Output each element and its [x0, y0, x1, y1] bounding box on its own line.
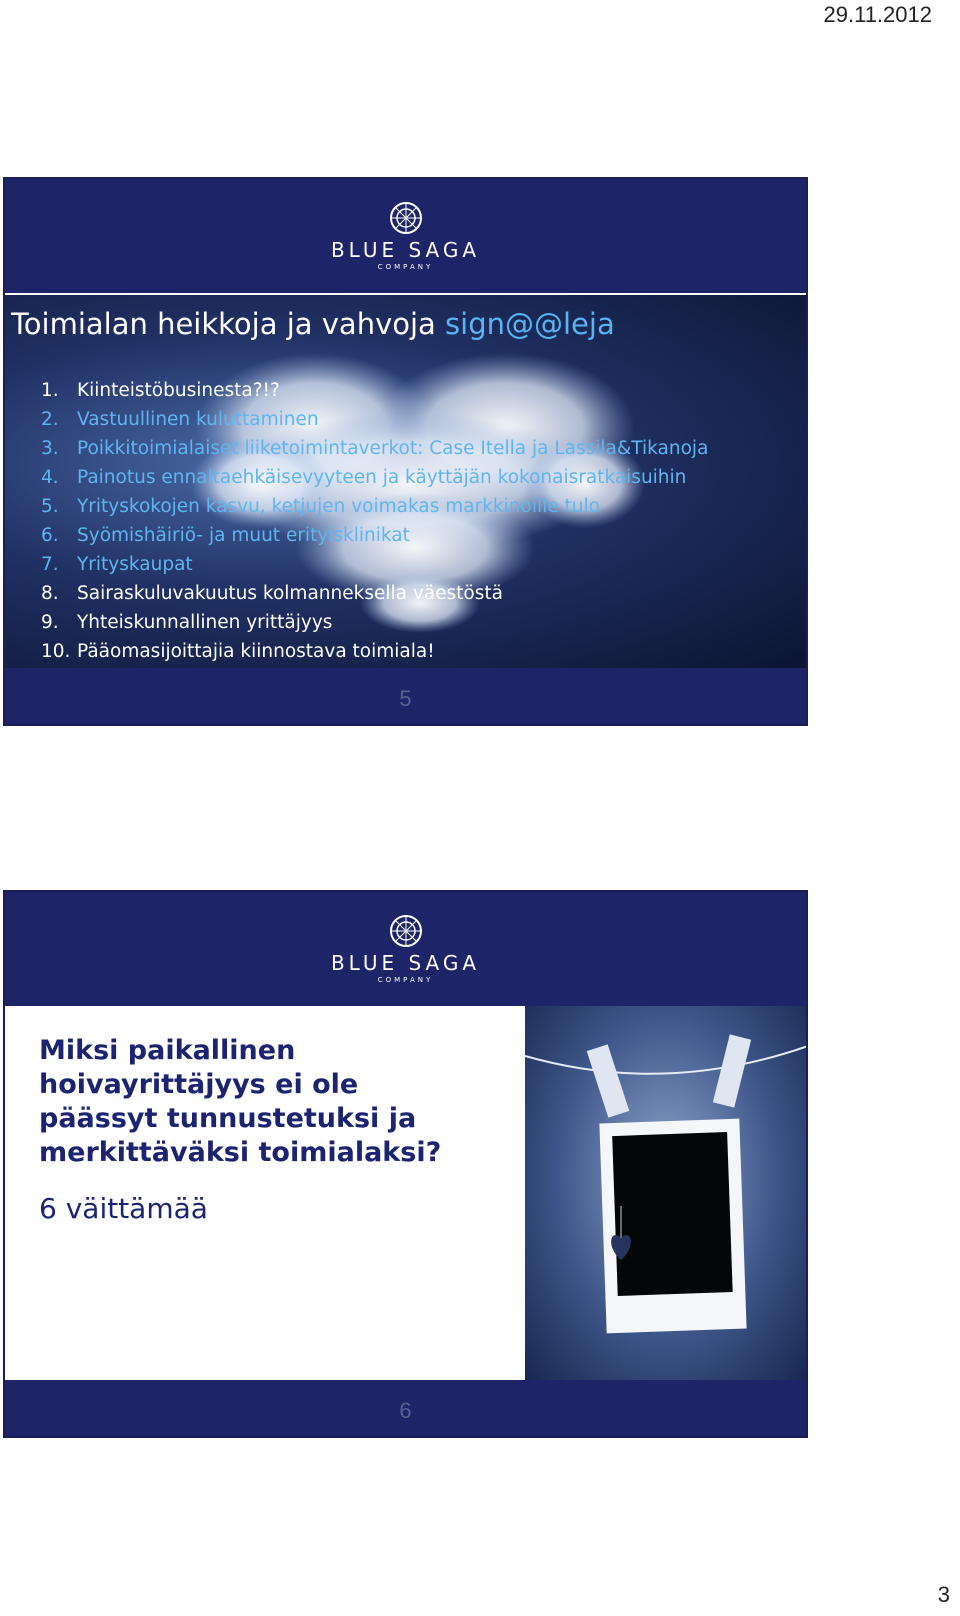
- list-item-number: 4.: [41, 467, 59, 488]
- page-number: 3: [937, 1582, 950, 1607]
- list-item-text: Yrityskokojen kasvu, ketjujen voimakas markkinoille tulo: [77, 496, 600, 517]
- list-item: [41, 463, 708, 492]
- slide-title: [11, 307, 615, 341]
- blue-saga-logo: [5, 201, 806, 271]
- list-item-text: Sairaskuluvakuutus kolmanneksella väestöstä: [77, 583, 503, 604]
- blue-saga-logo: [5, 914, 806, 984]
- list-item: [41, 579, 708, 608]
- polaroid-illustration: [525, 1006, 808, 1384]
- list-item-number: 2.: [41, 409, 59, 430]
- list-item-number: 6.: [41, 525, 59, 546]
- list-item-text: Pääomasijoittajia kiinnostava toimiala!: [77, 641, 435, 662]
- list-item-number: 5.: [41, 496, 59, 517]
- slide-6: [3, 890, 808, 1438]
- list-item: [41, 405, 708, 434]
- logo-name: BLUE SAGA: [330, 238, 481, 262]
- list-item: [41, 521, 708, 550]
- slide-title: Miksi paikallinen hoivayrittäjyys ei ole päässyt tunnustetuksi ja merkittäväksi toimialaksi?: [39, 1035, 442, 1168]
- logo-name: BLUE SAGA: [330, 951, 481, 975]
- list-item-number: 10.: [41, 641, 71, 662]
- slide-subtitle: 6 väittämää: [39, 1192, 208, 1225]
- divider-line: [5, 293, 806, 295]
- list-item-text: Kiinteistöbusinesta?!?: [77, 380, 280, 401]
- signal-list: [41, 376, 708, 666]
- list-item-number: 1.: [41, 380, 59, 401]
- slide-footer-band: [5, 1380, 806, 1436]
- list-item-text: Yrityskaupat: [77, 554, 193, 575]
- list-item-text: Poikkitoimialaiset liiketoimintaverkot: Case Itella ja Lassila&Tikanoja: [77, 438, 709, 459]
- list-item-text: Syömishäiriö- ja muut erityisklinikat: [77, 525, 410, 546]
- logo-sub: COMPANY: [377, 976, 434, 984]
- list-item-number: 3.: [41, 438, 59, 459]
- title-accent-text: sign@@leja: [445, 307, 615, 341]
- title-text: Toimialan heikkoja ja vahvoja: [11, 307, 446, 341]
- list-item: [41, 434, 708, 463]
- slide-footer-band: [5, 668, 806, 724]
- logo-mark-icon: [389, 201, 423, 235]
- list-item-number: 7.: [41, 554, 59, 575]
- slide-header-band: [5, 892, 806, 1006]
- page-date: 29.11.2012: [823, 2, 932, 27]
- slide-header-band: [5, 179, 806, 293]
- list-item: [41, 550, 708, 579]
- list-item: [41, 376, 708, 405]
- polaroid-on-clothesline-photo: [525, 1006, 808, 1384]
- list-item-text: Vastuullinen kuluttaminen: [77, 409, 319, 430]
- slide-number: 6: [399, 1398, 412, 1423]
- list-item: [41, 637, 708, 666]
- list-item: [41, 608, 708, 637]
- logo-sub: COMPANY: [377, 263, 434, 271]
- list-item-number: 9.: [41, 612, 59, 633]
- logo-mark-icon: [389, 914, 423, 948]
- list-item: [41, 492, 708, 521]
- slide-5: [3, 177, 808, 726]
- list-item-text: Yhteiskunnallinen yrittäjyys: [77, 612, 333, 633]
- list-item-number: 8.: [41, 583, 59, 604]
- slide-number: 5: [399, 686, 412, 711]
- list-item-text: Painotus ennaltaehkäisevyyteen ja käyttäjän kokonaisratkaisuihin: [77, 467, 687, 488]
